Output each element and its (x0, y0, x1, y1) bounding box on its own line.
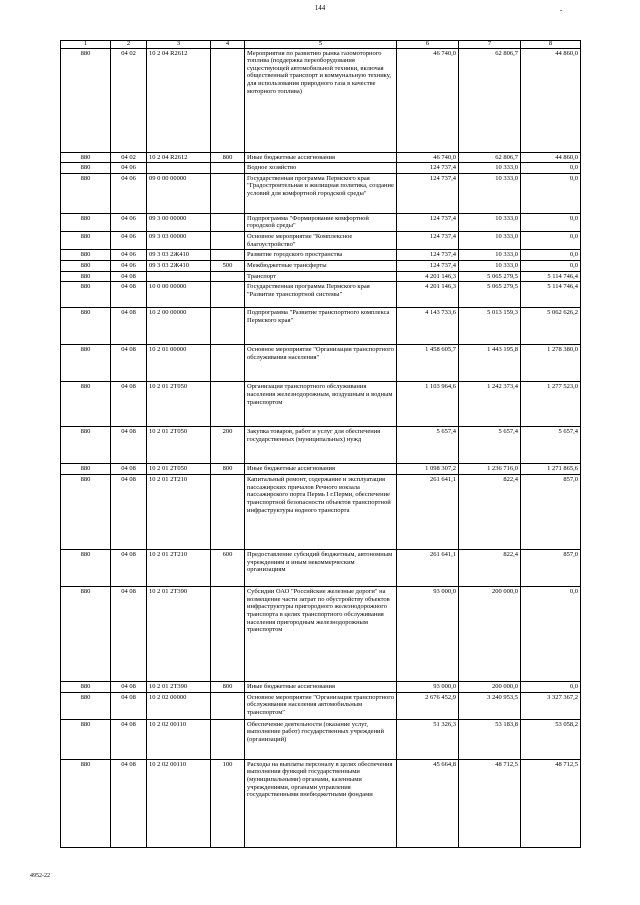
cell-c3 (147, 271, 211, 282)
cell-c6: 2 676 452,9 (397, 692, 459, 719)
cell-c2: 04 08 (111, 719, 147, 759)
cell-c4: 200 (211, 427, 245, 464)
cell-c3: 10 2 02 00000 (147, 692, 211, 719)
cell-c5: Иные бюджетные ассигнования (245, 152, 397, 163)
cell-c1: 880 (61, 250, 111, 261)
cell-c5: Основное мероприятие "Комплексное благоустройство" (245, 232, 397, 250)
header-cell: 7 (459, 41, 521, 49)
cell-c5: Иные бюджетные ассигнования (245, 682, 397, 693)
cell-c4 (211, 163, 245, 174)
cell-c3: 10 2 02 00110 (147, 719, 211, 759)
cell-c1: 880 (61, 587, 111, 682)
cell-c8: 5 114 746,4 (521, 282, 581, 308)
cell-c4 (211, 282, 245, 308)
cell-c2: 04 02 (111, 48, 147, 152)
cell-c1: 880 (61, 173, 111, 213)
cell-c2: 04 08 (111, 682, 147, 693)
cell-c8: 0,0 (521, 250, 581, 261)
cell-c7: 10 333,0 (459, 261, 521, 272)
cell-c6: 124 737,4 (397, 261, 459, 272)
budget-table (60, 40, 581, 848)
cell-c8: 53 058,2 (521, 719, 581, 759)
cell-c3: 09 0 00 00000 (147, 173, 211, 213)
cell-c4: 800 (211, 152, 245, 163)
cell-c5: Государственная программа Пермского края "Развитие транспортной системы" (245, 282, 397, 308)
table-row (61, 271, 581, 282)
table-row (61, 475, 581, 550)
cell-c2: 04 08 (111, 464, 147, 475)
cell-c1: 880 (61, 692, 111, 719)
header-cell: 5 (245, 41, 397, 49)
cell-c5: Водное хозяйство (245, 163, 397, 174)
table-row (61, 692, 581, 719)
cell-c1: 880 (61, 550, 111, 587)
cell-c4: 800 (211, 682, 245, 693)
cell-c5: Обеспечение деятельности (оказание услуг, выполнение работ) государственных учреждений (организаций) (245, 719, 397, 759)
table-row (61, 345, 581, 382)
cell-c6: 261 641,1 (397, 475, 459, 550)
cell-c7: 1 236 716,0 (459, 464, 521, 475)
cell-c6: 261 641,1 (397, 550, 459, 587)
cell-c7: 822,4 (459, 550, 521, 587)
cell-c8: 1 271 865,6 (521, 464, 581, 475)
cell-c3: 10 2 01 2Т050 (147, 382, 211, 427)
cell-c4: 500 (211, 261, 245, 272)
cell-c7: 5 065 279,5 (459, 271, 521, 282)
cell-c8: 857,0 (521, 550, 581, 587)
table-row (61, 213, 581, 231)
cell-c1: 880 (61, 48, 111, 152)
cell-c1: 880 (61, 213, 111, 231)
cell-c7: 10 333,0 (459, 250, 521, 261)
cell-c3: 09 3 03 2Ж410 (147, 250, 211, 261)
cell-c6: 46 740,0 (397, 48, 459, 152)
table-row (61, 464, 581, 475)
cell-c2: 04 08 (111, 345, 147, 382)
cell-c2: 04 08 (111, 308, 147, 345)
cell-c1: 880 (61, 163, 111, 174)
cell-c8: 0,0 (521, 173, 581, 213)
cell-c2: 04 08 (111, 427, 147, 464)
cell-c5: Предоставление субсидий бюджетным, автономным учреждениям и иным некоммерческим организациям (245, 550, 397, 587)
table-row (61, 719, 581, 759)
header-cell: 3 (147, 41, 211, 49)
table-row (61, 587, 581, 682)
cell-c3: 10 2 01 2Т390 (147, 587, 211, 682)
cell-c5: Расходы на выплаты персоналу в целях обеспечения выполнения функций государственными (муниципальными) органами, казенными учреждениями, органами управления государственными внебюджетными фондами (245, 759, 397, 847)
cell-c3: 10 2 04 R2612 (147, 152, 211, 163)
cell-c5: Мероприятия по развитию рынка газомоторного топлива (поддержка переоборудования существующей автомобильной техники, включая общественный транспорт и коммунальную технику, для использования природного газа в качестве моторного топлива) (245, 48, 397, 152)
cell-c2: 04 08 (111, 271, 147, 282)
cell-c3: 09 3 03 2Ж410 (147, 261, 211, 272)
cell-c7: 1 242 373,4 (459, 382, 521, 427)
cell-c3: 10 2 01 2Т050 (147, 427, 211, 464)
cell-c3: 10 2 01 00000 (147, 345, 211, 382)
cell-c7: 10 333,0 (459, 173, 521, 213)
cell-c8: 857,0 (521, 475, 581, 550)
table-row (61, 173, 581, 213)
cell-c5: Государственная программа Пермского края "Градостроительная и жилищная политика, создание условий для комфортной городской среды" (245, 173, 397, 213)
cell-c1: 880 (61, 719, 111, 759)
cell-c5: Иные бюджетные ассигнования (245, 464, 397, 475)
cell-c7: 62 806,7 (459, 152, 521, 163)
cell-c1: 880 (61, 382, 111, 427)
cell-c2: 04 06 (111, 173, 147, 213)
cell-c1: 880 (61, 261, 111, 272)
cell-c3: 09 3 03 00000 (147, 232, 211, 250)
cell-c6: 46 740,0 (397, 152, 459, 163)
cell-c7: 53 183,8 (459, 719, 521, 759)
cell-c4 (211, 308, 245, 345)
cell-c1: 880 (61, 271, 111, 282)
cell-c5: Межбюджетные трансферты (245, 261, 397, 272)
cell-c3: 10 0 00 00000 (147, 282, 211, 308)
cell-c7: 5 013 159,3 (459, 308, 521, 345)
table-row (61, 232, 581, 250)
cell-c3: 10 2 01 2Т390 (147, 682, 211, 693)
cell-c5: Капитальный ремонт, содержание и эксплуатация пассажирских причалов Речного вокзала пассажирского порта Пермь I г.Перми, обеспечение транспортной безопасности объектов транспортной инфраструктуры водного транспорта (245, 475, 397, 550)
cell-c5: Развитие городского пространства (245, 250, 397, 261)
table-row (61, 550, 581, 587)
table-row (61, 261, 581, 272)
cell-c5: Подпрограмма "Развитие транспортного комплекса Пермского края" (245, 308, 397, 345)
cell-c8: 1 277 523,0 (521, 382, 581, 427)
cell-c2: 04 08 (111, 587, 147, 682)
cell-c8: 0,0 (521, 213, 581, 231)
cell-c6: 1 098 307,2 (397, 464, 459, 475)
cell-c8: 5 657,4 (521, 427, 581, 464)
cell-c8: 44 860,0 (521, 48, 581, 152)
footer-code: 4952-22 (30, 873, 50, 879)
cell-c6: 51 326,3 (397, 719, 459, 759)
cell-c7: 200 000,0 (459, 587, 521, 682)
cell-c2: 04 06 (111, 232, 147, 250)
header-cell: 1 (61, 41, 111, 49)
cell-c8: 5 062 626,2 (521, 308, 581, 345)
table-row (61, 163, 581, 174)
cell-c2: 04 06 (111, 163, 147, 174)
cell-c6: 93 000,0 (397, 587, 459, 682)
cell-c6: 124 737,4 (397, 232, 459, 250)
cell-c1: 880 (61, 682, 111, 693)
cell-c1: 880 (61, 308, 111, 345)
cell-c2: 04 08 (111, 759, 147, 847)
cell-c4 (211, 345, 245, 382)
cell-c6: 4 201 146,3 (397, 271, 459, 282)
header-cell: 8 (521, 41, 581, 49)
cell-c4: 800 (211, 464, 245, 475)
cell-c8: 0,0 (521, 587, 581, 682)
cell-c8: 3 327 367,2 (521, 692, 581, 719)
cell-c5: Закупка товаров, работ и услуг для обеспечения государственных (муниципальных) нужд (245, 427, 397, 464)
cell-c3: 10 2 01 2Т210 (147, 475, 211, 550)
cell-c6: 45 664,8 (397, 759, 459, 847)
table-row (61, 682, 581, 693)
cell-c7: 1 443 195,8 (459, 345, 521, 382)
cell-c6: 5 657,4 (397, 427, 459, 464)
header-cell: 6 (397, 41, 459, 49)
cell-c4 (211, 382, 245, 427)
cell-c2: 04 06 (111, 213, 147, 231)
cell-c2: 04 08 (111, 692, 147, 719)
cell-c4 (211, 475, 245, 550)
cell-c2: 04 08 (111, 382, 147, 427)
cell-c7: 62 806,7 (459, 48, 521, 152)
cell-c4 (211, 173, 245, 213)
cell-c7: 5 657,4 (459, 427, 521, 464)
cell-c5: Транспорт (245, 271, 397, 282)
table-row (61, 427, 581, 464)
cell-c4 (211, 719, 245, 759)
cell-c8: 0,0 (521, 682, 581, 693)
cell-c6: 124 737,4 (397, 213, 459, 231)
cell-c7: 10 333,0 (459, 232, 521, 250)
cell-c6: 1 458 605,7 (397, 345, 459, 382)
cell-c3: 10 2 01 2Т050 (147, 464, 211, 475)
table-row (61, 152, 581, 163)
cell-c5: Основное мероприятие "Организация транспортного обслуживания населения автомобильным транспортом" (245, 692, 397, 719)
cell-c1: 880 (61, 282, 111, 308)
cell-c7: 10 333,0 (459, 213, 521, 231)
cell-c7: 48 712,5 (459, 759, 521, 847)
table-row (61, 308, 581, 345)
cell-c4 (211, 213, 245, 231)
cell-c1: 880 (61, 464, 111, 475)
cell-c1: 880 (61, 345, 111, 382)
cell-c8: 0,0 (521, 232, 581, 250)
cell-c3: 10 2 02 00110 (147, 759, 211, 847)
cell-c4 (211, 232, 245, 250)
cell-c5: Организация транспортного обслуживания населения железнодорожным, воздушным и водным транспортом (245, 382, 397, 427)
cell-c6: 124 737,4 (397, 173, 459, 213)
cell-c7: 200 000,0 (459, 682, 521, 693)
cell-c7: 3 240 953,5 (459, 692, 521, 719)
cell-c6: 4 201 146,3 (397, 282, 459, 308)
cell-c7: 10 333,0 (459, 163, 521, 174)
cell-c6: 93 000,0 (397, 682, 459, 693)
cell-c5: Подпрограмма "Формирование комфортной городской среды" (245, 213, 397, 231)
cell-c2: 04 08 (111, 282, 147, 308)
cell-c3: 10 2 04 R2612 (147, 48, 211, 152)
cell-c6: 1 103 964,6 (397, 382, 459, 427)
cell-c5: Субсидии ОАО "Российские железные дороги" на возмещение части затрат по обустройству объектов инфраструктуры пригородного железнодорожного транспорта в целях транспортного обслуживания населения пригородным железнодорожным транспортом (245, 587, 397, 682)
cell-c4 (211, 587, 245, 682)
cell-c1: 880 (61, 232, 111, 250)
cell-c7: 5 065 279,5 (459, 282, 521, 308)
cell-c6: 4 143 733,6 (397, 308, 459, 345)
table-row (61, 250, 581, 261)
cell-c8: 44 860,0 (521, 152, 581, 163)
cell-c1: 880 (61, 152, 111, 163)
cell-c8: 48 712,5 (521, 759, 581, 847)
header-cell: 4 (211, 41, 245, 49)
cell-c4 (211, 250, 245, 261)
cell-c3 (147, 163, 211, 174)
table-row (61, 48, 581, 152)
cell-c1: 880 (61, 759, 111, 847)
cell-c4 (211, 271, 245, 282)
cell-c2: 04 08 (111, 475, 147, 550)
cell-c8: 5 114 746,4 (521, 271, 581, 282)
cell-c4: 100 (211, 759, 245, 847)
table-row (61, 282, 581, 308)
cell-c2: 04 06 (111, 250, 147, 261)
cell-c1: 880 (61, 475, 111, 550)
page-mark: - (560, 6, 563, 14)
cell-c7: 822,4 (459, 475, 521, 550)
header-cell: 2 (111, 41, 147, 49)
cell-c2: 04 06 (111, 261, 147, 272)
cell-c2: 04 02 (111, 152, 147, 163)
cell-c4: 600 (211, 550, 245, 587)
cell-c1: 880 (61, 427, 111, 464)
table-row (61, 382, 581, 427)
cell-c6: 124 737,4 (397, 250, 459, 261)
cell-c3: 10 2 00 00000 (147, 308, 211, 345)
cell-c3: 09 3 00 00000 (147, 213, 211, 231)
table-header-row (61, 41, 581, 49)
page-number: 144 (314, 4, 326, 12)
table-row (61, 759, 581, 847)
cell-c6: 124 737,4 (397, 163, 459, 174)
cell-c4 (211, 692, 245, 719)
cell-c3: 10 2 01 2Т210 (147, 550, 211, 587)
cell-c5: Основное мероприятие "Организация транспортного обслуживания населения" (245, 345, 397, 382)
table-body (61, 48, 581, 847)
cell-c8: 0,0 (521, 163, 581, 174)
cell-c8: 1 278 380,0 (521, 345, 581, 382)
cell-c2: 04 08 (111, 550, 147, 587)
cell-c8: 0,0 (521, 261, 581, 272)
cell-c4 (211, 48, 245, 152)
